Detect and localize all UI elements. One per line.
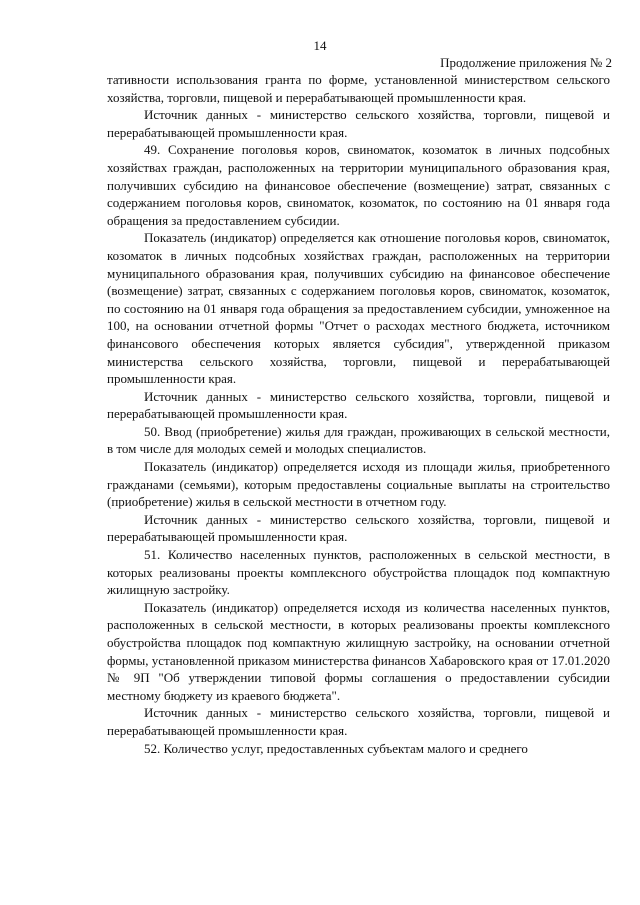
paragraph-item-52: 52. Количество услуг, предоставленных субъектам малого и среднего [144, 740, 528, 756]
paragraph-item-51: 51. Количество населенных пунктов, расположенных в сельской местности, в которых реализованы проекты комплексного обустройства площадок под компактную жилищную застройку. [107, 547, 610, 598]
body-text [107, 71, 610, 757]
paragraph-indicator-50: Показатель (индикатор) определяется исходя из площади жилья, приобретенного гражданами (семьями), которым предоставлены социальные выплаты на строительство (приобретение) жилья в сельской местности в отчетном году. [107, 459, 610, 510]
paragraph-item-50: 50. Ввод (приобретение) жилья для граждан, проживающих в сельской местности, в том числе для молодых семей и молодых специалистов. [107, 423, 610, 457]
paragraph-item-49: 49. Сохранение поголовья коров, свиноматок, козоматок в личных подсобных хозяйствах граждан, расположенных на территории муниципального образования края, получивших субсидию на финансовое обеспечение (возмещение) затрат, связанных с содержанием поголовья коров, свиноматок, козоматок, по состоянию на 01 января года обращения за предоставлением субсидии. [107, 142, 610, 228]
page-number: 14 [313, 38, 327, 53]
paragraph-data-source: Источник данных - министерство сельского хозяйства, торговли, пищевой и перерабатывающей промышленности края. [107, 705, 610, 738]
paragraph-indicator-51: Показатель (индикатор) определяется исходя из количества населенных пунктов, расположенных в сельской местности, в которых реализованы проекты комплексного обустройства площадок под компактную жилищную застройку, на основании отчетной формы, установленной приказом министерства финансов Хабаровского края от 17.01.2020 № 9П "Об утверждении типовой формы соглашения о предоставлении субсидии местному бюджету из краевого бюджета". [107, 599, 610, 703]
paragraph-data-source: Источник данных - министерство сельского хозяйства, торговли, пищевой и перерабатывающей промышленности края. [107, 511, 610, 545]
paragraph-indicator-49: Показатель (индикатор) определяется как отношение поголовья коров, свиноматок, козоматок в личных подсобных хозяйствах граждан, расположенных на территории муниципального образования края, получивших субсидию на финансовое обеспечение (возмещение) затрат, связанных с содержанием поголовья коров, свиноматок, козоматок, по состоянию на 01 января года обращения за предоставлением субсидии, умноженное на 100, на основании отчетной формы "Отчет о расходах местного бюджета, источником финансового обеспечения которых является субсидия", утвержденной приказом министерства сельского хозяйства, торговли, пищевой и перерабатывающей промышленности края. [107, 230, 610, 387]
appendix-label: Продолжение приложения № 2 [440, 55, 612, 70]
paragraph-continuation: тативности использования гранта по форме, установленной министерством сельского хозяйства, торговли, пищевой и перерабатывающей промышленности края. [107, 72, 610, 105]
paragraph-data-source: Источник данных - министерство сельского хозяйства, торговли, пищевой и перерабатывающей промышленности края. [107, 107, 610, 140]
paragraph-data-source: Источник данных - министерство сельского хозяйства, торговли, пищевой и перерабатывающей промышленности края. [107, 388, 610, 422]
